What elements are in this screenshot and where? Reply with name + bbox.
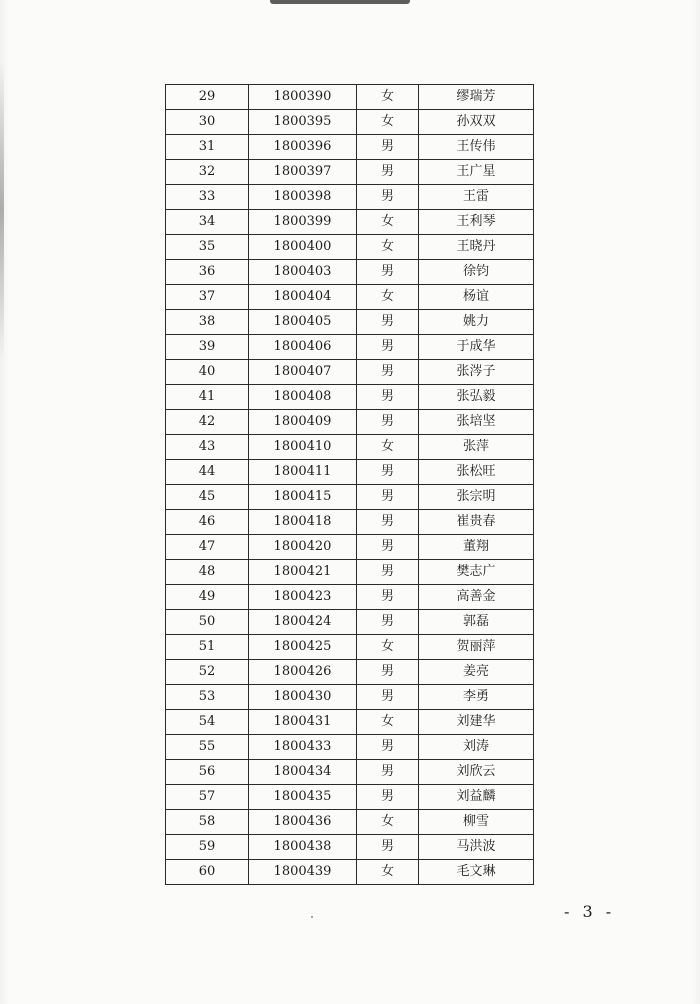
- row-number-cell: 40: [166, 360, 249, 385]
- table-row: [166, 310, 534, 335]
- gender-cell: 男: [357, 160, 419, 185]
- table-row: [166, 760, 534, 785]
- table-row: [166, 210, 534, 235]
- gender-cell: 男: [357, 510, 419, 535]
- name-cell: 杨谊: [419, 285, 534, 310]
- name-cell: 张宗明: [419, 485, 534, 510]
- student-id-cell: 1800404: [249, 285, 357, 310]
- gender-cell: 女: [357, 235, 419, 260]
- gender-cell: 男: [357, 335, 419, 360]
- row-number-cell: 43: [166, 435, 249, 460]
- table-row: [166, 510, 534, 535]
- student-id-cell: 1800400: [249, 235, 357, 260]
- table-row: [166, 860, 534, 885]
- row-number-cell: 52: [166, 660, 249, 685]
- student-id-cell: 1800409: [249, 410, 357, 435]
- name-cell: 缪瑞芳: [419, 85, 534, 110]
- student-id-cell: 1800421: [249, 560, 357, 585]
- gender-cell: 女: [357, 285, 419, 310]
- name-cell: 毛文琳: [419, 860, 534, 885]
- row-number-cell: 30: [166, 110, 249, 135]
- row-number-cell: 39: [166, 335, 249, 360]
- table-row: [166, 635, 534, 660]
- gender-cell: 女: [357, 810, 419, 835]
- table-row: [166, 135, 534, 160]
- name-cell: 张萍: [419, 435, 534, 460]
- student-id-cell: 1800396: [249, 135, 357, 160]
- table-row: [166, 285, 534, 310]
- gender-cell: 男: [357, 785, 419, 810]
- student-id-cell: 1800410: [249, 435, 357, 460]
- row-number-cell: 54: [166, 710, 249, 735]
- table-row: [166, 585, 534, 610]
- gender-cell: 女: [357, 110, 419, 135]
- table-row: [166, 735, 534, 760]
- table-row: [166, 85, 534, 110]
- student-id-cell: 1800399: [249, 210, 357, 235]
- table-row: [166, 185, 534, 210]
- row-number-cell: 37: [166, 285, 249, 310]
- row-number-cell: 60: [166, 860, 249, 885]
- name-cell: 贺丽萍: [419, 635, 534, 660]
- row-number-cell: 53: [166, 685, 249, 710]
- name-cell: 马洪波: [419, 835, 534, 860]
- table-row: [166, 460, 534, 485]
- table-row: [166, 810, 534, 835]
- student-id-cell: 1800420: [249, 535, 357, 560]
- row-number-cell: 36: [166, 260, 249, 285]
- gender-cell: 女: [357, 710, 419, 735]
- student-id-cell: 1800398: [249, 185, 357, 210]
- student-id-cell: 1800418: [249, 510, 357, 535]
- gender-cell: 女: [357, 860, 419, 885]
- row-number-cell: 59: [166, 835, 249, 860]
- student-id-cell: 1800439: [249, 860, 357, 885]
- gender-cell: 男: [357, 360, 419, 385]
- row-number-cell: 55: [166, 735, 249, 760]
- name-cell: 张松旺: [419, 460, 534, 485]
- gender-cell: 男: [357, 310, 419, 335]
- table-row: [166, 410, 534, 435]
- gender-cell: 男: [357, 760, 419, 785]
- row-number-cell: 51: [166, 635, 249, 660]
- table-row: [166, 560, 534, 585]
- row-number-cell: 47: [166, 535, 249, 560]
- name-cell: 刘涛: [419, 735, 534, 760]
- row-number-cell: 44: [166, 460, 249, 485]
- name-cell: 张涔子: [419, 360, 534, 385]
- student-id-cell: 1800438: [249, 835, 357, 860]
- student-id-cell: 1800423: [249, 585, 357, 610]
- table-row: [166, 835, 534, 860]
- table-row: [166, 610, 534, 635]
- table-row: [166, 785, 534, 810]
- name-cell: 王传伟: [419, 135, 534, 160]
- student-id-cell: 1800425: [249, 635, 357, 660]
- name-cell: 崔贵春: [419, 510, 534, 535]
- name-cell: 刘欣云: [419, 760, 534, 785]
- student-id-cell: 1800411: [249, 460, 357, 485]
- table-row: [166, 685, 534, 710]
- student-id-cell: 1800395: [249, 110, 357, 135]
- row-number-cell: 32: [166, 160, 249, 185]
- name-cell: 张培坚: [419, 410, 534, 435]
- name-cell: 徐钧: [419, 260, 534, 285]
- student-id-cell: 1800433: [249, 735, 357, 760]
- table-row: [166, 535, 534, 560]
- row-number-cell: 57: [166, 785, 249, 810]
- name-cell: 王利琴: [419, 210, 534, 235]
- table-row: [166, 335, 534, 360]
- table-row: [166, 710, 534, 735]
- gender-cell: 男: [357, 735, 419, 760]
- name-cell: 王晓丹: [419, 235, 534, 260]
- student-id-cell: 1800405: [249, 310, 357, 335]
- row-number-cell: 38: [166, 310, 249, 335]
- scan-edge-shadow: [0, 60, 4, 360]
- name-cell: 刘益麟: [419, 785, 534, 810]
- student-id-cell: 1800436: [249, 810, 357, 835]
- table-row: [166, 485, 534, 510]
- name-cell: 董翔: [419, 535, 534, 560]
- name-cell: 姜亮: [419, 660, 534, 685]
- gender-cell: 男: [357, 385, 419, 410]
- student-id-cell: 1800397: [249, 160, 357, 185]
- table-row: [166, 160, 534, 185]
- gender-cell: 男: [357, 685, 419, 710]
- table-row: [166, 660, 534, 685]
- table-row: [166, 260, 534, 285]
- student-id-cell: 1800390: [249, 85, 357, 110]
- row-number-cell: 34: [166, 210, 249, 235]
- row-number-cell: 56: [166, 760, 249, 785]
- row-number-cell: 46: [166, 510, 249, 535]
- student-id-cell: 1800434: [249, 760, 357, 785]
- student-id-cell: 1800415: [249, 485, 357, 510]
- gender-cell: 女: [357, 435, 419, 460]
- row-number-cell: 31: [166, 135, 249, 160]
- row-number-cell: 50: [166, 610, 249, 635]
- name-cell: 姚力: [419, 310, 534, 335]
- name-cell: 柳雪: [419, 810, 534, 835]
- row-number-cell: 35: [166, 235, 249, 260]
- student-id-cell: 1800426: [249, 660, 357, 685]
- table-row: [166, 110, 534, 135]
- name-cell: 张弘毅: [419, 385, 534, 410]
- name-cell: 于成华: [419, 335, 534, 360]
- gender-cell: 男: [357, 135, 419, 160]
- table-row: [166, 360, 534, 385]
- row-number-cell: 29: [166, 85, 249, 110]
- gender-cell: 男: [357, 835, 419, 860]
- name-cell: 孙双双: [419, 110, 534, 135]
- student-id-cell: 1800424: [249, 610, 357, 635]
- gender-cell: 男: [357, 660, 419, 685]
- row-number-cell: 41: [166, 385, 249, 410]
- row-number-cell: 58: [166, 810, 249, 835]
- table-row: [166, 385, 534, 410]
- roster-table: [165, 84, 534, 885]
- row-number-cell: 42: [166, 410, 249, 435]
- student-id-cell: 1800407: [249, 360, 357, 385]
- name-cell: 王广星: [419, 160, 534, 185]
- table-row: [166, 435, 534, 460]
- gender-cell: 男: [357, 560, 419, 585]
- student-id-cell: 1800403: [249, 260, 357, 285]
- gender-cell: 男: [357, 535, 419, 560]
- row-number-cell: 49: [166, 585, 249, 610]
- page-number: - 3 -: [564, 902, 616, 921]
- scan-artifact: [270, 0, 410, 4]
- name-cell: 王雷: [419, 185, 534, 210]
- student-id-cell: 1800431: [249, 710, 357, 735]
- gender-cell: 男: [357, 185, 419, 210]
- scan-speck: [311, 916, 313, 918]
- gender-cell: 男: [357, 585, 419, 610]
- name-cell: 李勇: [419, 685, 534, 710]
- student-id-cell: 1800406: [249, 335, 357, 360]
- gender-cell: 女: [357, 635, 419, 660]
- gender-cell: 男: [357, 610, 419, 635]
- row-number-cell: 45: [166, 485, 249, 510]
- gender-cell: 男: [357, 460, 419, 485]
- student-id-cell: 1800435: [249, 785, 357, 810]
- name-cell: 樊志广: [419, 560, 534, 585]
- gender-cell: 男: [357, 485, 419, 510]
- student-id-cell: 1800430: [249, 685, 357, 710]
- table-row: [166, 235, 534, 260]
- row-number-cell: 33: [166, 185, 249, 210]
- gender-cell: 女: [357, 210, 419, 235]
- name-cell: 郭磊: [419, 610, 534, 635]
- student-id-cell: 1800408: [249, 385, 357, 410]
- name-cell: 高善金: [419, 585, 534, 610]
- name-cell: 刘建华: [419, 710, 534, 735]
- roster-table-body: [166, 85, 534, 885]
- gender-cell: 男: [357, 410, 419, 435]
- row-number-cell: 48: [166, 560, 249, 585]
- gender-cell: 女: [357, 85, 419, 110]
- gender-cell: 男: [357, 260, 419, 285]
